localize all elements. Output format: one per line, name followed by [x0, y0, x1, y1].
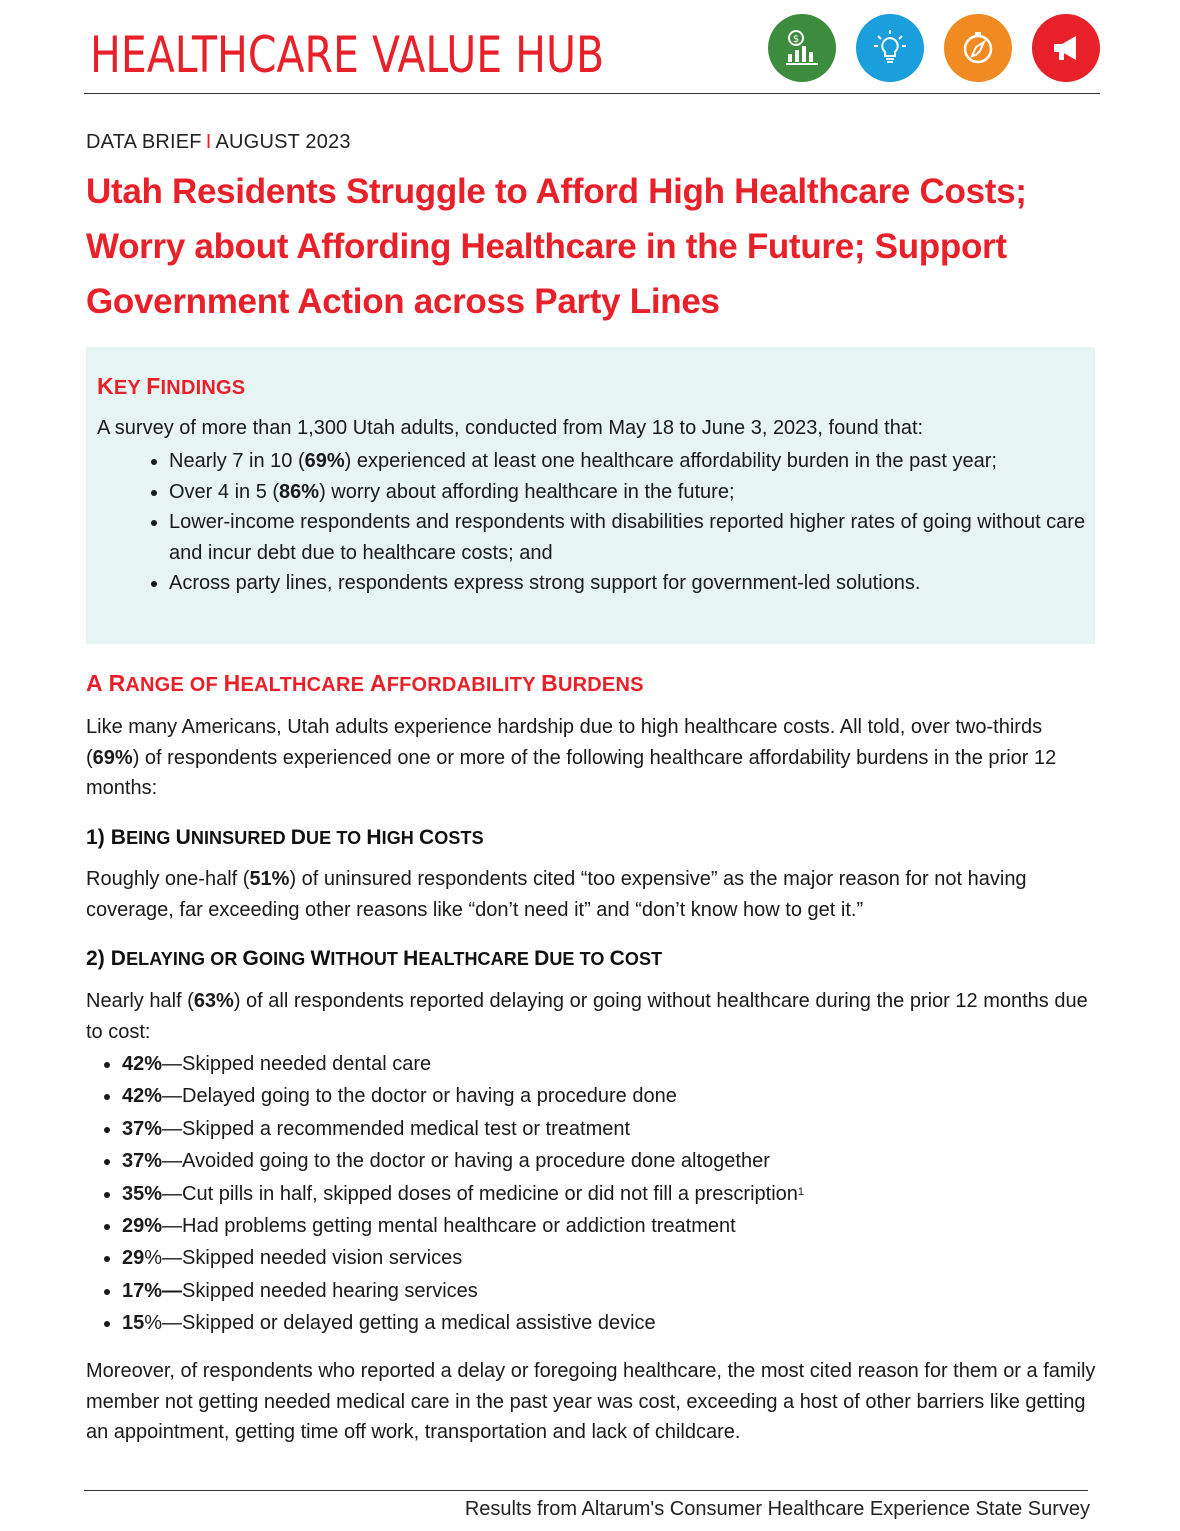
list-item: • 37%—Skipped a recommended medical test or treatment: [122, 1113, 1082, 1145]
megaphone-icon: [1032, 14, 1100, 82]
lightbulb-icon: [856, 14, 924, 82]
list-item: • 17%—Skipped needed hearing services: [122, 1275, 1082, 1307]
subheading-delaying-care: 2) DELAYING OR GOING WITHOUT HEALTHCARE DUE TO COST: [86, 947, 663, 970]
footer-divider: [84, 1490, 1088, 1491]
kicker-type: DATA BRIEF: [86, 131, 202, 153]
svg-text:$: $: [792, 34, 800, 45]
list-item: • Across party lines, respondents express strong support for government-led solutions.: [169, 568, 1089, 599]
footnote-marker[interactable]: 1: [797, 1185, 805, 1198]
section-intro: Like many Americans, Utah adults experience hardship due to high healthcare costs. All told, over two-thirds (69%) of respondents experienced one or more of the following healthcare affordability burdens in the prior 12 months:: [86, 716, 1057, 799]
subheading-uninsured: 1) BEING UNINSURED DUE TO HIGH COSTS: [86, 826, 484, 849]
key-findings-box: [86, 347, 1095, 644]
delaying-care-list: [86, 1048, 1082, 1340]
list-item: • 29%—Skipped needed vision services: [122, 1242, 1082, 1274]
header-divider: [84, 93, 1100, 94]
key-findings-list: [134, 446, 1089, 599]
compass-icon: [944, 14, 1012, 82]
brand-logo: HEALTHCARE VALUE HUB: [90, 26, 605, 84]
delaying-care-paragraph: Nearly half (63%) of all respondents reported delaying or going without healthcare during the prior 12 months due to cost:: [86, 990, 1088, 1043]
key-findings-heading: KEY FINDINGS: [97, 373, 246, 399]
key-findings-intro: A survey of more than 1,300 Utah adults, conducted from May 18 to June 3, 2023, found that:: [97, 417, 924, 439]
kicker-separator: I: [205, 131, 212, 153]
list-item: • 42%—Skipped needed dental care: [122, 1048, 1082, 1080]
uninsured-paragraph: Roughly one-half (51%) of uninsured respondents cited “too expensive” as the major reason for not having coverage, far exceeding other reasons like “don’t need it” and “don’t know how to get it.”: [86, 868, 1027, 921]
kicker-date: AUGUST 2023: [215, 131, 351, 153]
list-item: • 37%—Avoided going to the doctor or having a procedure done altogether: [122, 1145, 1082, 1177]
list-item: • 15%—Skipped or delayed getting a medical assistive device: [122, 1307, 1082, 1339]
list-item: • Nearly 7 in 10 (69%) experienced at least one healthcare affordability burden in the past year;: [169, 446, 1089, 477]
closing-paragraph: Moreover, of respondents who reported a delay or foregoing healthcare, the most cited reason for them or a family member not getting needed medical care in the past year was cost, exceeding a host of other barriers like getting an appointment, getting time off work, transportation and lack of childcare.: [86, 1360, 1096, 1443]
list-item: • 35%—Cut pills in half, skipped doses of medicine or did not fill a prescription$^1$: [122, 1178, 1082, 1210]
list-item: • Lower-income respondents and respondents with disabilities reported higher rates of going without care and incur debt due to healthcare costs; and: [169, 507, 1089, 568]
list-item: • 29%—Had problems getting mental healthcare or addiction treatment: [122, 1210, 1082, 1242]
kicker: [86, 131, 351, 154]
list-item: • 42%—Delayed going to the doctor or having a procedure done: [122, 1080, 1082, 1112]
money-chart-icon: [768, 14, 836, 82]
footer-text: Results from Altarum's Consumer Healthcare Experience State Survey: [464, 1498, 1090, 1520]
list-item: • Over 4 in 5 (86%) worry about affording healthcare in the future;: [169, 477, 1089, 508]
header-icons: [768, 14, 1100, 82]
page-title: Utah Residents Struggle to Afford High Healthcare Costs; Worry about Affording Healthcare in the Future; Support Government Action across Party Lines: [86, 172, 1027, 321]
section-heading: A RANGE OF HEALTHCARE AFFORDABILITY BURDENS: [86, 670, 644, 696]
